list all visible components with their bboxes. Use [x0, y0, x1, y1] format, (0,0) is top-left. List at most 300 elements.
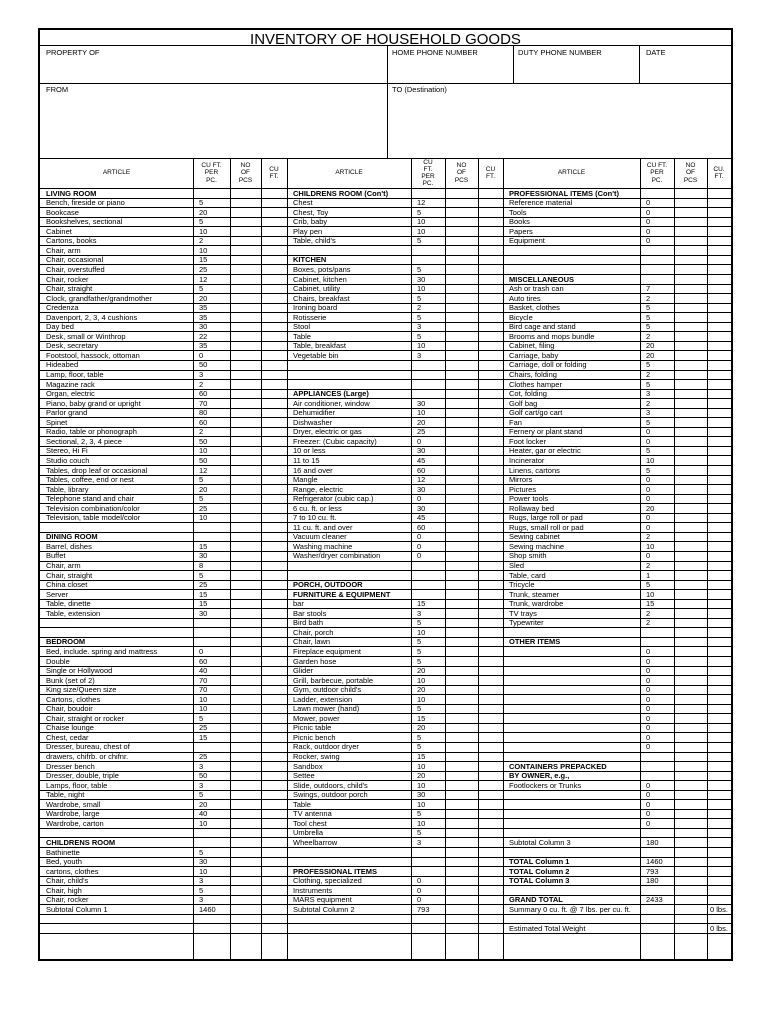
row-cuft-value[interactable]: 70 — [199, 685, 208, 695]
row-article-label: Washing machine — [293, 541, 353, 551]
row-cuft-value[interactable]: 0 — [646, 513, 651, 523]
row-article-label: Credenza — [46, 303, 79, 313]
row-cuft-value[interactable]: 5 — [199, 198, 204, 207]
row-article-label: Chairs, breakfast — [293, 293, 350, 303]
row-article-label: Rocker, swing — [293, 752, 340, 761]
row-cuft-value[interactable]: 10 — [646, 541, 655, 551]
row-line — [40, 742, 731, 743]
row-total-value[interactable]: 0 lbs. — [710, 904, 728, 914]
row-cuft-value[interactable]: 5 — [199, 713, 204, 723]
row-cuft-value[interactable]: 5 — [417, 264, 422, 274]
column-header: CU FT. — [485, 165, 496, 180]
row-cuft-value[interactable]: 0 — [646, 666, 651, 675]
row-cuft-value[interactable]: 0 — [646, 551, 651, 561]
row-cuft-value[interactable]: 10 — [417, 408, 426, 418]
from-field[interactable]: FROM — [46, 85, 69, 94]
row-cuft-value[interactable]: 50 — [199, 436, 208, 446]
row-cuft-value[interactable]: 20 — [646, 341, 655, 351]
row-cuft-value[interactable]: 0 — [646, 780, 651, 790]
row-article-label: Heater, gar or electric — [509, 446, 581, 456]
column-header: NO OF PCS — [238, 162, 253, 184]
row-cuft-value[interactable]: 25 — [199, 723, 208, 733]
row-line — [40, 561, 731, 562]
row-line — [40, 513, 731, 514]
row-article-label: Carriage, doll or folding — [509, 360, 587, 370]
row-article-label: Sandbox — [293, 761, 323, 771]
row-cuft-value[interactable]: 2 — [199, 236, 204, 246]
row-cuft-value[interactable]: 12 — [417, 198, 426, 207]
row-cuft-value[interactable]: 0 — [417, 541, 422, 551]
row-cuft-value[interactable]: 40 — [199, 809, 208, 819]
row-cuft-value[interactable]: 0 — [646, 236, 651, 246]
row-cuft-value[interactable]: 0 — [646, 226, 651, 236]
row-cuft-value[interactable]: 5 — [417, 312, 422, 322]
row-cuft-value[interactable]: 22 — [199, 331, 208, 341]
row-cuft-value[interactable]: 5 — [417, 637, 422, 647]
row-cuft-value[interactable]: 2 — [646, 331, 651, 341]
row-cuft-value[interactable]: 35 — [199, 341, 208, 351]
row-cuft-value[interactable]: 10 — [417, 818, 426, 828]
row-cuft-value[interactable]: 0 — [646, 723, 651, 733]
row-cuft-value[interactable]: 15 — [199, 541, 208, 551]
row-cuft-value[interactable]: 0 — [646, 818, 651, 828]
row-cuft-value[interactable]: 30 — [199, 322, 208, 332]
row-cuft-value[interactable]: 5 — [646, 379, 651, 389]
row-cuft-value[interactable]: 0 — [646, 198, 651, 207]
row-cuft-value[interactable]: 20 — [199, 799, 208, 809]
row-cuft-value[interactable]: 2 — [646, 561, 651, 570]
row-cuft-value[interactable]: 10 — [199, 866, 208, 876]
row-cuft-value[interactable]: 25 — [417, 427, 426, 437]
row-cuft-value[interactable]: 3 — [646, 408, 651, 418]
row-cuft-value[interactable]: 35 — [199, 312, 208, 322]
row-cuft-value[interactable]: 15 — [417, 713, 426, 723]
row-article-label: Tools — [509, 207, 527, 217]
row-cuft-value[interactable]: 15 — [417, 752, 426, 761]
row-cuft-value[interactable]: 10 — [417, 761, 426, 771]
to-destination-field[interactable]: TO (Destination) — [392, 85, 447, 94]
row-article-label: Desk, small or Winthrop — [46, 331, 126, 341]
row-article-label: Vegetable bin — [293, 350, 339, 360]
row-cuft-value[interactable]: 20 — [417, 771, 426, 781]
row-cuft-value[interactable]: 10 — [199, 245, 208, 255]
row-cuft-value[interactable]: 50 — [199, 360, 208, 370]
row-cuft-value[interactable]: 70 — [199, 675, 208, 685]
row-cuft-value[interactable]: 180 — [646, 837, 659, 847]
row-cuft-value[interactable]: 25 — [199, 752, 208, 761]
row-cuft-value[interactable]: 10 — [417, 226, 426, 236]
row-cuft-value[interactable]: 2 — [646, 398, 651, 408]
row-cuft-value[interactable]: 3 — [646, 389, 651, 399]
row-cuft-value[interactable]: 3 — [199, 876, 204, 886]
row-cuft-value[interactable]: 0 — [646, 475, 651, 484]
row-cuft-value[interactable]: 2 — [646, 618, 651, 628]
row-cuft-value[interactable]: 5 — [199, 475, 204, 484]
form-title: INVENTORY OF HOUSEHOLD GOODS — [250, 31, 521, 48]
row-cuft-value[interactable]: 30 — [417, 398, 426, 408]
row-article-label: Clock, grandfather/grandmother — [46, 293, 152, 303]
row-cuft-value[interactable]: 40 — [199, 666, 208, 675]
row-article-label: Clothing, specialized — [293, 876, 362, 886]
row-cuft-value[interactable]: 0 — [417, 895, 422, 905]
row-cuft-value[interactable]: 12 — [199, 465, 208, 475]
row-article-label: Ironing board — [293, 303, 338, 313]
row-cuft-value[interactable]: 5 — [417, 293, 422, 303]
row-line — [40, 637, 731, 638]
row-cuft-value[interactable]: 0 — [646, 675, 651, 685]
row-line — [40, 761, 731, 762]
row-cuft-value[interactable]: 10 — [199, 226, 208, 236]
row-article-label: Sectional, 2, 3, 4 piece — [46, 436, 122, 446]
row-article-label: CONTAINERS PREPACKED — [509, 761, 607, 771]
row-line — [40, 322, 731, 323]
row-article-label: Piano, baby grand or upright — [46, 398, 141, 408]
row-cuft-value[interactable]: 10 — [646, 455, 655, 465]
row-article-label: 16 and over — [293, 465, 333, 475]
column-header: ARTICLE — [335, 169, 363, 177]
row-cuft-value[interactable]: 2433 — [646, 895, 663, 905]
row-cuft-value[interactable]: 5 — [417, 646, 422, 656]
row-line — [40, 723, 731, 724]
row-article-label: Chair, porch — [293, 627, 334, 637]
row-cuft-value[interactable]: 10 — [417, 627, 426, 637]
row-article-label: Sled — [509, 561, 525, 570]
row-cuft-value[interactable]: 5 — [417, 207, 422, 217]
column-header: NO OF PCS — [454, 162, 469, 184]
row-line — [40, 627, 731, 628]
row-cuft-value[interactable]: 0 — [417, 551, 422, 561]
row-cuft-value[interactable]: 5 — [199, 885, 204, 895]
row-cuft-value[interactable]: 0 — [199, 646, 204, 656]
row-cuft-value[interactable]: 0 — [646, 713, 651, 723]
row-cuft-value[interactable]: 3 — [199, 370, 204, 379]
row-cuft-value[interactable]: 0 — [646, 704, 651, 714]
row-cuft-value[interactable]: 20 — [646, 350, 655, 360]
row-article-label: Chairs, folding — [509, 370, 557, 379]
row-cuft-value[interactable]: 2 — [646, 370, 651, 379]
column-header: CU. FT. — [713, 165, 725, 180]
row-cuft-value[interactable]: 2 — [199, 379, 204, 389]
row-article-label: Books — [509, 217, 530, 227]
row-cuft-value[interactable]: 5 — [646, 322, 651, 332]
row-article-label: Chair, occasional — [46, 255, 104, 265]
row-cuft-value[interactable]: 3 — [417, 322, 422, 332]
row-article-label: Power tools — [509, 494, 549, 504]
row-line — [40, 704, 731, 705]
row-article-label: Footlockers or Trunks — [509, 780, 582, 790]
row-cuft-value[interactable]: 0 — [646, 207, 651, 217]
duty-phone-field[interactable]: DUTY PHONE NUMBER — [518, 48, 602, 57]
home-phone-field[interactable]: HOME PHONE NUMBER — [392, 48, 478, 57]
row-cuft-value[interactable]: 3 — [199, 761, 204, 771]
row-cuft-value[interactable]: 0 — [646, 809, 651, 819]
row-cuft-value[interactable]: 0 — [417, 436, 422, 446]
row-cuft-value[interactable]: 0 — [646, 742, 651, 752]
row-cuft-value[interactable]: 50 — [199, 455, 208, 465]
row-article-label: Swings, outdoor porch — [293, 790, 368, 800]
row-line — [40, 532, 731, 533]
row-line — [40, 885, 731, 886]
row-cuft-value[interactable]: 3 — [199, 780, 204, 790]
row-line — [40, 580, 731, 581]
row-article-label: Table, breakfast — [293, 341, 346, 351]
row-line — [40, 236, 731, 237]
row-cuft-value[interactable]: 12 — [199, 274, 208, 284]
row-article-label: Crib, baby — [293, 217, 328, 227]
column-divider — [445, 158, 446, 961]
row-cuft-value[interactable]: 5 — [417, 704, 422, 714]
row-line — [40, 837, 731, 838]
row-article-label: Fernery or plant stand — [509, 427, 583, 437]
row-cuft-value[interactable]: 60 — [417, 465, 426, 475]
row-line — [40, 417, 731, 418]
row-cuft-value[interactable]: 5 — [417, 618, 422, 628]
row-cuft-value[interactable]: 15 — [199, 732, 208, 742]
row-article-label: Rotisserie — [293, 312, 327, 322]
row-article-label: Dryer, electric or gas — [293, 427, 362, 437]
row-line — [40, 264, 731, 265]
row-cuft-value[interactable]: 12 — [417, 475, 426, 484]
row-cuft-value[interactable]: 10 — [417, 284, 426, 293]
row-cuft-value[interactable]: 10 — [417, 780, 426, 790]
row-cuft-value[interactable]: 60 — [417, 522, 426, 532]
row-cuft-value[interactable]: 0 — [646, 685, 651, 695]
row-cuft-value[interactable]: 5 — [417, 742, 422, 752]
row-cuft-value[interactable]: 0 — [646, 694, 651, 704]
row-cuft-value[interactable]: 10 — [199, 818, 208, 828]
row-cuft-value[interactable]: 15 — [199, 589, 208, 599]
row-line — [40, 790, 731, 791]
row-cuft-value[interactable]: 20 — [199, 293, 208, 303]
column-divider — [230, 158, 231, 961]
row-article-label: 11 cu. ft. and over — [293, 522, 353, 532]
row-line — [40, 618, 731, 619]
row-cuft-value[interactable]: 3 — [199, 895, 204, 905]
row-cuft-value[interactable]: 0 — [646, 427, 651, 437]
row-cuft-value[interactable]: 0 — [646, 217, 651, 227]
row-cuft-value[interactable]: 30 — [417, 484, 426, 494]
row-cuft-value[interactable]: 20 — [417, 685, 426, 695]
row-article-label: Lamps, floor, table — [46, 780, 108, 790]
column-divider — [193, 158, 194, 961]
row-article-label: Bed, include. spring and mattress — [46, 646, 158, 656]
date-field[interactable]: DATE — [646, 48, 666, 57]
row-article-label: Subtotal Column 2 — [293, 904, 355, 914]
row-cuft-value[interactable]: 5 — [199, 217, 204, 227]
row-cuft-value[interactable]: 5 — [199, 284, 204, 293]
row-cuft-value[interactable]: 20 — [417, 666, 426, 675]
row-cuft-value[interactable]: 15 — [199, 599, 208, 609]
row-cuft-value[interactable]: 30 — [199, 608, 208, 618]
row-cuft-value[interactable]: 60 — [199, 656, 208, 666]
row-cuft-value[interactable]: 60 — [199, 389, 208, 399]
row-article-label: Table, child's — [293, 236, 336, 246]
row-line — [40, 923, 731, 924]
row-line — [40, 809, 731, 810]
row-line — [40, 484, 731, 485]
row-cuft-value[interactable]: 2 — [646, 532, 651, 542]
row-article-label: Umbrella — [293, 828, 324, 838]
row-article-label: Mirrors — [509, 475, 533, 484]
row-line — [40, 866, 731, 867]
row-cuft-value[interactable]: 0 — [646, 732, 651, 742]
row-article-label: Mangle — [293, 475, 318, 484]
row-cuft-value[interactable]: 10 — [417, 217, 426, 227]
row-cuft-value[interactable]: 0 — [417, 494, 422, 504]
row-cuft-value[interactable]: 5 — [646, 303, 651, 313]
row-cuft-value[interactable]: 5 — [646, 465, 651, 475]
row-total-value[interactable]: 0 lbs. — [710, 923, 728, 933]
row-cuft-value[interactable]: 0 — [646, 484, 651, 494]
row-cuft-value[interactable]: 2 — [199, 427, 204, 437]
row-cuft-value[interactable]: 0 — [417, 885, 422, 895]
row-cuft-value[interactable]: 8 — [199, 561, 204, 570]
row-cuft-value[interactable]: 5 — [646, 446, 651, 456]
row-cuft-value[interactable]: 20 — [646, 503, 655, 513]
row-cuft-value[interactable]: 15 — [646, 599, 655, 609]
row-cuft-value[interactable]: 30 — [417, 503, 426, 513]
row-cuft-value[interactable]: 0 — [417, 532, 422, 542]
row-cuft-value[interactable]: 10 — [417, 341, 426, 351]
property-of-field[interactable]: PROPERTY OF — [46, 48, 100, 57]
row-article-label: Chest — [293, 198, 313, 207]
column-header: ARTICLE — [102, 169, 131, 177]
row-line — [40, 522, 731, 523]
divider — [387, 45, 388, 158]
row-cuft-value[interactable]: 793 — [646, 866, 659, 876]
row-cuft-value[interactable]: 30 — [199, 857, 208, 866]
row-article-label: Bunk (set of 2) — [46, 675, 95, 685]
row-article-label: Gym, outdoor child's — [293, 685, 362, 695]
row-article-label: Wardrobe, carton — [46, 818, 104, 828]
row-cuft-value[interactable]: 10 — [417, 675, 426, 685]
row-cuft-value[interactable]: 5 — [417, 809, 422, 819]
row-cuft-value[interactable]: 3 — [417, 350, 422, 360]
row-article-label: Ash or trash can — [509, 284, 564, 293]
row-cuft-value[interactable]: 180 — [646, 876, 659, 886]
row-cuft-value[interactable]: 30 — [417, 446, 426, 456]
row-cuft-value[interactable]: 5 — [417, 656, 422, 666]
row-article-label: 10 or less — [293, 446, 326, 456]
row-cuft-value[interactable]: 0 — [646, 790, 651, 800]
row-cuft-value[interactable]: 20 — [199, 207, 208, 217]
row-line — [40, 608, 731, 609]
row-cuft-value[interactable]: 70 — [199, 398, 208, 408]
row-cuft-value[interactable]: 0 — [646, 522, 651, 532]
column-divider — [261, 158, 262, 961]
row-article-label: Trunk, steamer — [509, 589, 560, 599]
row-cuft-value[interactable]: 50 — [199, 771, 208, 781]
row-cuft-value[interactable]: 5 — [199, 494, 204, 504]
row-article-label: CHILDRENS ROOM (Con't) — [293, 188, 389, 198]
row-cuft-value[interactable]: 5 — [199, 847, 204, 857]
row-article-label: Bench, fireside or piano — [46, 198, 125, 207]
row-cuft-value[interactable]: 0 — [417, 876, 422, 886]
row-cuft-value[interactable]: 35 — [199, 303, 208, 313]
row-cuft-value[interactable]: 793 — [417, 904, 430, 914]
row-article-label: Rugs, large roll or pad — [509, 513, 583, 523]
row-cuft-value[interactable]: 25 — [199, 264, 208, 274]
row-article-label: Rugs, small roll or pad — [509, 522, 584, 532]
row-cuft-value[interactable]: 15 — [417, 599, 426, 609]
row-cuft-value[interactable]: 3 — [417, 608, 422, 618]
row-line — [40, 379, 731, 380]
row-cuft-value[interactable]: 30 — [199, 551, 208, 561]
row-cuft-value[interactable]: 60 — [199, 417, 208, 427]
row-cuft-value[interactable]: 0 — [646, 436, 651, 446]
row-cuft-value[interactable]: 3 — [417, 837, 422, 847]
row-cuft-value[interactable]: 10 — [199, 704, 208, 714]
row-cuft-value[interactable]: 1460 — [199, 904, 216, 914]
row-article-label: Table — [293, 799, 311, 809]
row-cuft-value[interactable]: 25 — [199, 503, 208, 513]
row-cuft-value[interactable]: 10 — [199, 513, 208, 523]
row-cuft-value[interactable]: 10 — [199, 446, 208, 456]
row-cuft-value[interactable]: 10 — [417, 799, 426, 809]
row-cuft-value[interactable]: 0 — [646, 494, 651, 504]
row-cuft-value[interactable]: 45 — [417, 513, 426, 523]
row-cuft-value[interactable]: 80 — [199, 408, 208, 418]
row-article-label: Cabinet, utility — [293, 284, 341, 293]
row-cuft-value[interactable]: 20 — [199, 484, 208, 494]
row-line — [40, 341, 731, 342]
row-cuft-value[interactable]: 25 — [199, 580, 208, 590]
row-cuft-value[interactable]: 1 — [646, 570, 651, 580]
row-article-label: Bird bath — [293, 618, 324, 628]
row-article-label: Trunk, wardrobe — [509, 599, 564, 609]
row-cuft-value[interactable]: 15 — [199, 255, 208, 265]
column-header: NO OF PCS — [683, 162, 698, 184]
column-header: CU FT. PER PC. — [646, 162, 668, 184]
row-article-label: Chair, straight or rocker — [46, 713, 124, 723]
row-cuft-value[interactable]: 2 — [646, 293, 651, 303]
row-cuft-value[interactable]: 5 — [417, 828, 422, 838]
row-cuft-value[interactable]: 5 — [646, 312, 651, 322]
row-cuft-value[interactable]: 45 — [417, 455, 426, 465]
row-cuft-value[interactable]: 5 — [199, 570, 204, 580]
row-article-label: Incinerator — [509, 455, 545, 465]
row-line — [40, 752, 731, 753]
row-article-label: drawers, chifrb. or chifnr. — [46, 752, 129, 761]
row-cuft-value[interactable]: 5 — [199, 790, 204, 800]
row-cuft-value[interactable]: 5 — [417, 732, 422, 742]
row-cuft-value[interactable]: 0 — [646, 656, 651, 666]
row-article-label: Barrel, dishes — [46, 541, 92, 551]
row-cuft-value[interactable]: 5 — [646, 360, 651, 370]
row-cuft-value[interactable]: 20 — [417, 723, 426, 733]
row-article-label: cartons, clothes — [46, 866, 99, 876]
row-cuft-value[interactable]: 20 — [417, 417, 426, 427]
row-line — [40, 551, 731, 552]
row-cuft-value[interactable]: 10 — [417, 694, 426, 704]
row-cuft-value[interactable]: 1460 — [646, 857, 663, 866]
row-line — [40, 436, 731, 437]
row-cuft-value[interactable]: 7 — [646, 284, 651, 293]
row-cuft-value[interactable]: 30 — [417, 274, 426, 284]
row-cuft-value[interactable]: 30 — [417, 790, 426, 800]
row-cuft-value[interactable]: 0 — [646, 646, 651, 656]
row-cuft-value[interactable]: 5 — [417, 331, 422, 341]
row-cuft-value[interactable]: 10 — [199, 694, 208, 704]
row-cuft-value[interactable]: 5 — [646, 580, 651, 590]
row-cuft-value[interactable]: 2 — [417, 303, 422, 313]
row-cuft-value[interactable]: 0 — [199, 350, 204, 360]
row-cuft-value[interactable]: 5 — [646, 417, 651, 427]
row-cuft-value[interactable]: 5 — [417, 236, 422, 246]
row-cuft-value[interactable]: 2 — [646, 608, 651, 618]
row-cuft-value[interactable]: 10 — [646, 589, 655, 599]
row-cuft-value[interactable]: 0 — [646, 799, 651, 809]
